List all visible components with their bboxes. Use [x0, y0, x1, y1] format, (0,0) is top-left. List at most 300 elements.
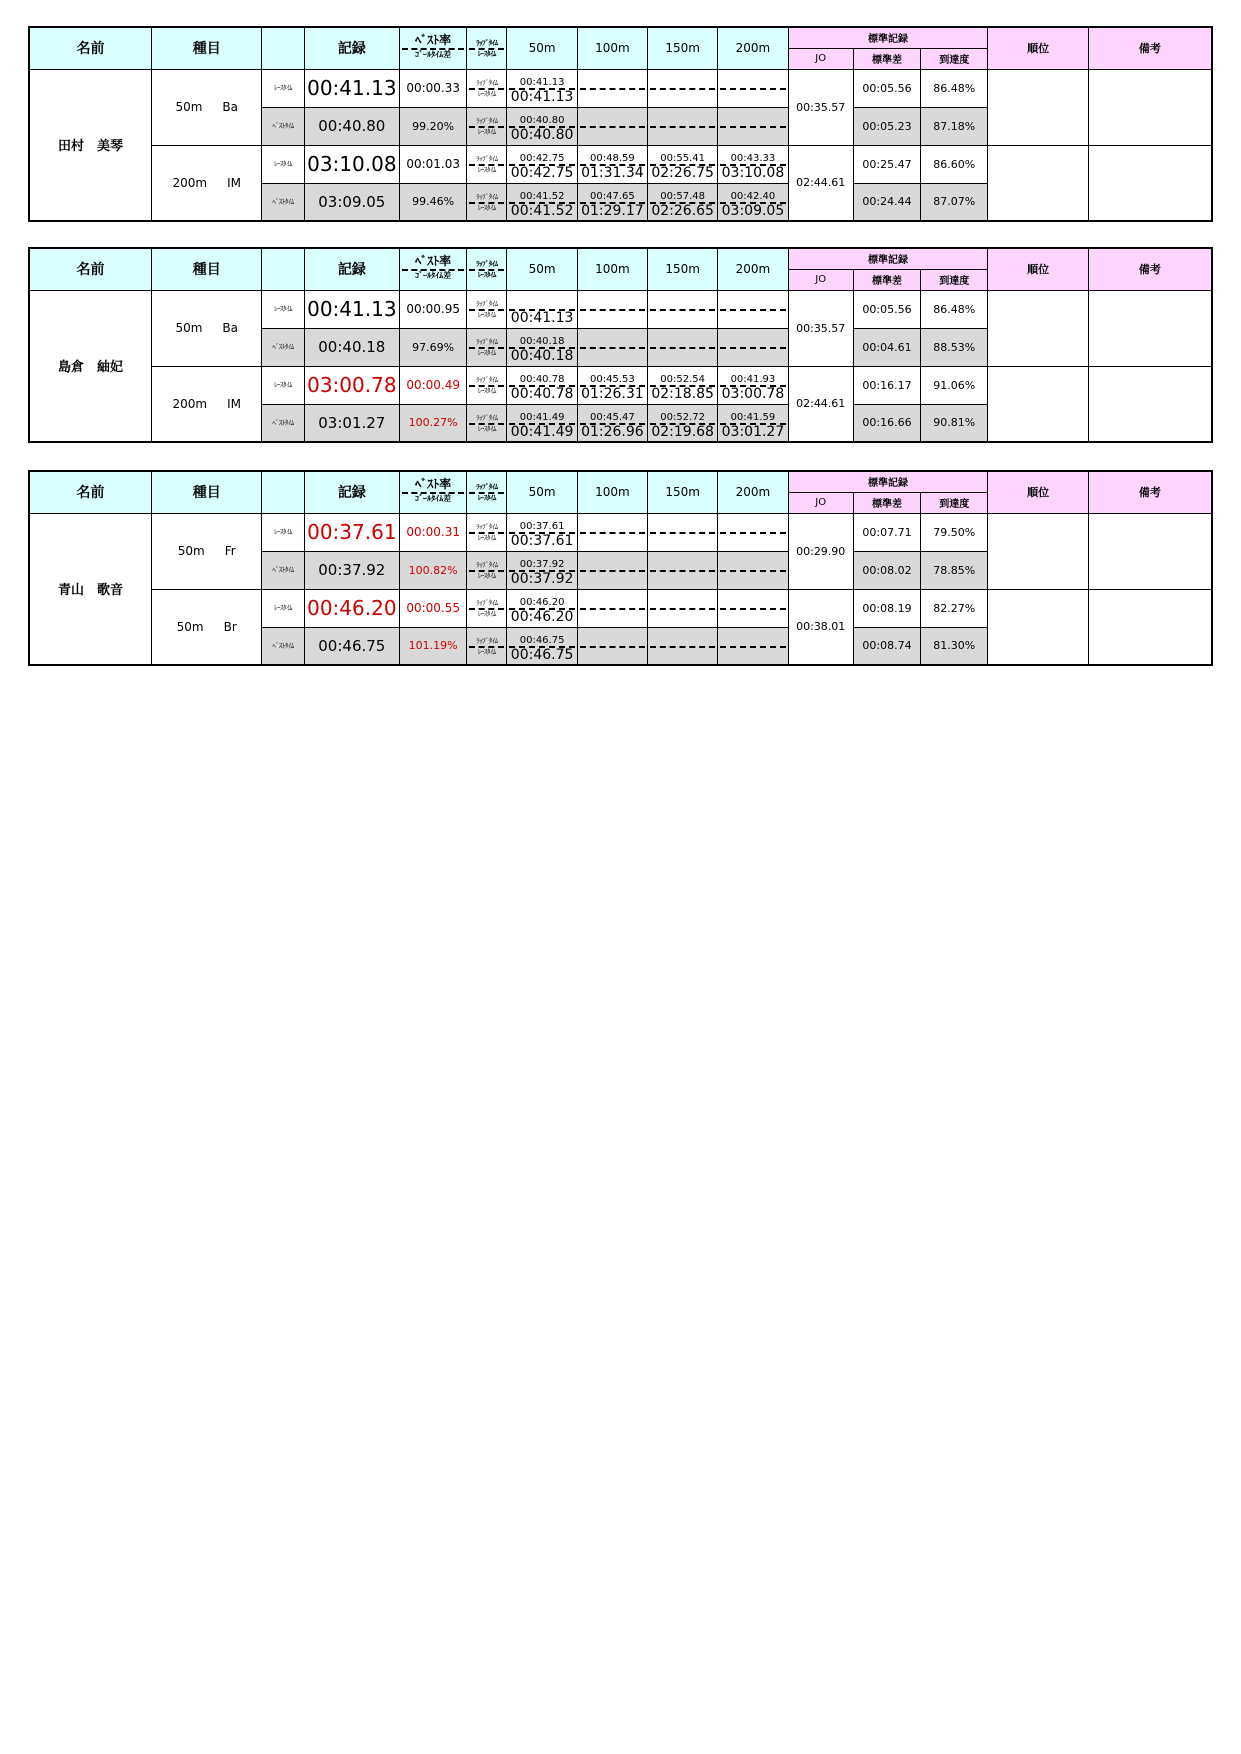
header-split-50m: 50m [507, 248, 577, 290]
split-time: 00:40.18 [510, 348, 574, 364]
split-cell [507, 107, 577, 145]
header-jo: JO [788, 492, 853, 513]
time-type-labels [467, 589, 507, 627]
goal-diff-label: ｺﾞｰﾙﾀｲﾑ差 [415, 271, 452, 281]
rank-cell [988, 366, 1088, 442]
race-time-label: ﾚｰｽﾀｲﾑ [262, 366, 304, 404]
header-time-types [467, 248, 507, 290]
race-time-label: ﾚｰｽﾀｲﾑ [262, 145, 304, 183]
rank-cell [988, 513, 1088, 589]
event-distance: 50m [175, 100, 203, 114]
event-cell [152, 145, 262, 221]
empty-split-cell [648, 69, 718, 107]
split-cell [577, 183, 647, 221]
achievement-best: 78.85% [921, 551, 988, 589]
empty-split-cell [577, 513, 647, 551]
event-distance: 50m [177, 544, 205, 558]
race-record: 00:41.13 [304, 69, 399, 107]
race-time-label: ﾚｰｽﾀｲﾑ [262, 290, 304, 328]
empty-split-cell [577, 69, 647, 107]
notes-cell [1088, 513, 1212, 589]
dash-line [402, 48, 464, 50]
lap-time-label: ﾗｯﾌﾟﾀｲﾑ [476, 155, 498, 163]
lap-time: 00:45.47 [590, 411, 635, 423]
goal-diff: 00:00.31 [400, 513, 467, 551]
race-record: 03:10.08 [304, 145, 399, 183]
best-record: 03:01.27 [304, 404, 399, 442]
best-rate: 99.46% [400, 183, 467, 221]
split-time: 00:46.20 [510, 609, 574, 625]
split-cell [507, 589, 577, 627]
std-diff-race: 00:07.71 [853, 513, 920, 551]
header-goal-diff [400, 248, 467, 290]
split-time: 00:37.61 [510, 533, 574, 549]
dash-line [469, 423, 504, 425]
dash-line [650, 385, 715, 387]
goal-diff: 00:00.33 [400, 69, 467, 107]
event-stroke: IM [227, 396, 241, 411]
race-record: 00:46.20 [304, 589, 399, 627]
lap-time-label: ﾗｯﾌﾟﾀｲﾑ [476, 413, 498, 422]
race-record: 00:37.61 [304, 513, 399, 551]
header-split-200m: 200m [718, 248, 788, 290]
header-blank [262, 248, 304, 290]
split-cell [577, 404, 647, 442]
split-cell [507, 328, 577, 366]
split-cell [648, 366, 718, 404]
event-cell [152, 513, 262, 589]
empty-split-cell [718, 627, 788, 665]
best-time-label: ﾍﾞｽﾄﾀｲﾑ [262, 404, 304, 442]
event-distance: 50m [175, 321, 203, 335]
dash-line [720, 608, 785, 610]
header-split-100m: 100m [577, 27, 647, 69]
swimmer-name: 島倉 紬妃 [29, 290, 152, 442]
std-diff-race: 00:08.19 [853, 589, 920, 627]
header-achievement: 到達度 [921, 492, 988, 513]
event-stroke: Ba [222, 100, 238, 114]
empty-split-cell [648, 107, 718, 145]
dash-line [720, 347, 785, 349]
dash-line [469, 646, 504, 648]
empty-split-cell [648, 627, 718, 665]
dash-line [720, 423, 785, 425]
best-rate: 100.27% [400, 404, 467, 442]
header-standard: 標準記録 [788, 248, 988, 269]
achievement-race: 86.60% [921, 145, 988, 183]
empty-split-cell [648, 589, 718, 627]
header-jo: JO [788, 48, 853, 69]
split-time: 01:29.17 [581, 202, 644, 219]
split-cell [507, 290, 577, 328]
split-time: 01:31.34 [581, 165, 644, 181]
lap-time: 00:52.72 [660, 411, 706, 423]
best-time-label: ﾍﾞｽﾄﾀｲﾑ [262, 183, 304, 221]
dash-line [469, 309, 504, 311]
dash-line [509, 608, 574, 610]
jo-standard: 00:35.57 [788, 69, 853, 145]
dash-line [650, 423, 715, 425]
notes-cell [1088, 366, 1212, 442]
lap-time-label: ﾗｯﾌﾟﾀｲﾑ [476, 338, 498, 346]
header-name: 名前 [29, 248, 152, 290]
split-time: 03:10.08 [721, 165, 785, 181]
dash-line [402, 492, 464, 494]
event-distance: 50m [176, 619, 204, 634]
lap-time-label: ﾗｯﾌﾟﾀｲﾑ [476, 376, 498, 384]
header-time-types [467, 471, 507, 513]
dash-line [720, 88, 785, 90]
dash-line [509, 532, 574, 534]
achievement-race: 86.48% [921, 290, 988, 328]
header-record: 記録 [304, 27, 399, 69]
split-cell [718, 404, 788, 442]
time-type-labels [467, 627, 507, 665]
split-time: 02:26.75 [651, 165, 714, 181]
split-time: 00:41.13 [510, 310, 574, 326]
best-rate-label: ﾍﾞｽﾄ率 [415, 254, 452, 269]
empty-split-cell [718, 551, 788, 589]
achievement-best: 87.07% [921, 183, 988, 221]
header-name: 名前 [29, 27, 152, 69]
best-time-label: ﾍﾞｽﾄﾀｲﾑ [262, 551, 304, 589]
achievement-best: 87.18% [921, 107, 988, 145]
best-rate-label: ﾍﾞｽﾄ率 [415, 477, 452, 492]
empty-split-cell [577, 551, 647, 589]
header-notes: 備考 [1088, 471, 1212, 513]
best-time-label: ﾍﾞｽﾄﾀｲﾑ [262, 627, 304, 665]
achievement-best: 90.81% [921, 404, 988, 442]
header-rank: 順位 [988, 471, 1088, 513]
dash-line [469, 48, 504, 50]
dash-line [580, 646, 645, 648]
dash-line [580, 164, 645, 166]
lap-time: 00:37.61 [519, 521, 565, 532]
achievement-best: 81.30% [921, 627, 988, 665]
lap-time: 00:57.48 [660, 190, 706, 202]
lap-time: 00:41.52 [519, 190, 565, 202]
goal-diff: 00:00.95 [400, 290, 467, 328]
goal-diff-label: ｺﾞｰﾙﾀｲﾑ差 [415, 494, 452, 504]
event-stroke: Fr [224, 544, 236, 558]
race-row [29, 589, 1212, 627]
split-time: 00:40.80 [510, 127, 574, 143]
header-goal-diff [400, 27, 467, 69]
event-stroke: IM [227, 175, 241, 190]
goal-diff: 00:00.49 [400, 366, 467, 404]
lap-time: 00:42.75 [519, 153, 565, 164]
lap-time: 00:41.13 [519, 77, 565, 88]
lap-time-label: ﾗｯﾌﾟﾀｲﾑ [476, 561, 498, 569]
race-time-label: ﾚｰｽﾀｲﾑ [477, 494, 496, 503]
best-record: 00:46.75 [304, 627, 399, 665]
dash-line [509, 646, 574, 648]
dash-line [650, 88, 715, 90]
notes-cell [1088, 69, 1212, 145]
split-time: 02:19.68 [651, 423, 714, 440]
best-time-label: ﾍﾞｽﾄﾀｲﾑ [262, 328, 304, 366]
rank-cell [988, 589, 1088, 665]
std-diff-best: 00:04.61 [853, 328, 920, 366]
empty-split-cell [718, 589, 788, 627]
dash-line [580, 608, 645, 610]
lap-time: 00:41.59 [730, 411, 776, 423]
header-split-50m: 50m [507, 27, 577, 69]
best-rate: 101.19% [400, 627, 467, 665]
split-time: 01:26.96 [581, 423, 644, 440]
time-type-labels [467, 404, 507, 442]
event-distance: 200m [172, 396, 208, 411]
header-event: 種目 [152, 248, 262, 290]
header-goal-diff [400, 471, 467, 513]
lap-time: 00:55.41 [660, 153, 706, 164]
dash-line [650, 126, 715, 128]
header-record: 記録 [304, 471, 399, 513]
race-time-label: ﾚｰｽﾀｲﾑ [477, 349, 496, 357]
race-time-label: ﾚｰｽﾀｲﾑ [477, 647, 496, 656]
split-cell [577, 145, 647, 183]
header-blank [262, 27, 304, 69]
goal-diff: 00:00.55 [400, 589, 467, 627]
swimmer-name: 青山 歌音 [29, 513, 152, 665]
dash-line [720, 385, 785, 387]
lap-time: 00:40.80 [519, 115, 565, 126]
dash-line [650, 608, 715, 610]
dash-line [509, 423, 574, 425]
results-table [28, 470, 1213, 666]
dash-line [469, 126, 504, 128]
best-record: 00:40.80 [304, 107, 399, 145]
time-type-labels [467, 107, 507, 145]
split-time: 00:46.75 [510, 646, 574, 663]
header-std-diff: 標準差 [853, 269, 920, 290]
header-split-200m: 200m [718, 471, 788, 513]
goal-diff: 00:01.03 [400, 145, 467, 183]
dash-line [650, 164, 715, 166]
header-rank: 順位 [988, 248, 1088, 290]
std-diff-best: 00:05.23 [853, 107, 920, 145]
split-cell [507, 627, 577, 665]
lap-time: 00:40.18 [519, 336, 565, 347]
race-time-label: ﾚｰｽﾀｲﾑ [477, 50, 496, 59]
dash-line [509, 385, 574, 387]
split-time: 03:09.05 [721, 202, 785, 219]
achievement-race: 91.06% [921, 366, 988, 404]
best-rate: 99.20% [400, 107, 467, 145]
dash-line [720, 202, 785, 204]
dash-line [580, 423, 645, 425]
race-time-label: ﾚｰｽﾀｲﾑ [477, 90, 496, 98]
dash-line [650, 347, 715, 349]
event-cell [152, 290, 262, 366]
split-cell [507, 183, 577, 221]
achievement-best: 88.53% [921, 328, 988, 366]
empty-split-cell [648, 551, 718, 589]
event-cell [152, 589, 262, 665]
time-type-labels [467, 513, 507, 551]
dash-line [720, 164, 785, 166]
split-time: 00:37.92 [510, 571, 574, 587]
dash-line [650, 202, 715, 204]
jo-standard: 02:44.61 [788, 145, 853, 221]
time-type-labels [467, 145, 507, 183]
race-row [29, 69, 1212, 107]
split-cell [648, 145, 718, 183]
race-row [29, 290, 1212, 328]
best-record: 03:09.05 [304, 183, 399, 221]
swimmer-block [28, 247, 1213, 443]
lap-time: 00:46.75 [519, 634, 565, 646]
header-jo: JO [788, 269, 853, 290]
lap-time-label: ﾗｯﾌﾟﾀｲﾑ [476, 523, 498, 531]
dash-line [509, 347, 574, 349]
lap-time-label: ﾗｯﾌﾟﾀｲﾑ [476, 636, 498, 645]
dash-line [469, 570, 504, 572]
lap-time: 00:40.78 [519, 374, 565, 385]
dash-line [469, 385, 504, 387]
best-record: 00:40.18 [304, 328, 399, 366]
header-time-types [467, 27, 507, 69]
empty-split-cell [648, 513, 718, 551]
race-time-label: ﾚｰｽﾀｲﾑ [477, 128, 496, 136]
lap-time: 00:42.40 [730, 190, 776, 202]
lap-time-label: ﾗｯﾌﾟﾀｲﾑ [476, 300, 498, 308]
header-event: 種目 [152, 27, 262, 69]
notes-cell [1088, 589, 1212, 665]
swimmer-block [28, 470, 1213, 666]
split-time: 00:41.52 [510, 202, 574, 219]
dash-line [580, 570, 645, 572]
rank-cell [988, 145, 1088, 221]
empty-split-cell [577, 627, 647, 665]
split-time: 00:42.75 [510, 165, 574, 181]
dash-line [580, 347, 645, 349]
lap-time: 00:48.59 [590, 153, 635, 164]
dash-line [650, 646, 715, 648]
std-diff-race: 00:25.47 [853, 145, 920, 183]
time-type-labels [467, 328, 507, 366]
empty-split-cell [577, 589, 647, 627]
header-rank: 順位 [988, 27, 1088, 69]
notes-cell [1088, 145, 1212, 221]
time-type-labels [467, 551, 507, 589]
split-time: 00:40.78 [510, 386, 574, 402]
rank-cell [988, 290, 1088, 366]
race-time-label: ﾚｰｽﾀｲﾑ [262, 589, 304, 627]
empty-split-cell [577, 328, 647, 366]
split-time: 02:26.65 [651, 202, 714, 219]
dash-line [580, 126, 645, 128]
dash-line [469, 88, 504, 90]
header-std-diff: 標準差 [853, 48, 920, 69]
swimmer-name: 田村 美琴 [29, 69, 152, 221]
header-notes: 備考 [1088, 248, 1212, 290]
dash-line [509, 309, 574, 311]
dash-line [580, 532, 645, 534]
best-rate: 97.69% [400, 328, 467, 366]
achievement-race: 86.48% [921, 69, 988, 107]
header-blank [262, 471, 304, 513]
split-time: 00:41.49 [510, 423, 574, 440]
split-cell [507, 551, 577, 589]
dash-line [650, 570, 715, 572]
achievement-race: 82.27% [921, 589, 988, 627]
best-time-label: ﾍﾞｽﾄﾀｲﾑ [262, 107, 304, 145]
dash-line [720, 532, 785, 534]
empty-split-cell [577, 290, 647, 328]
header-split-150m: 150m [648, 27, 718, 69]
jo-standard: 00:29.90 [788, 513, 853, 589]
dash-line [720, 570, 785, 572]
race-row [29, 366, 1212, 404]
lap-time: 00:52.54 [660, 374, 706, 385]
jo-standard: 00:35.57 [788, 290, 853, 366]
split-time: 03:01.27 [721, 423, 785, 440]
dash-line [469, 269, 504, 271]
lap-time: 00:41.49 [519, 411, 565, 423]
dash-line [469, 347, 504, 349]
dash-line [720, 646, 785, 648]
notes-cell [1088, 290, 1212, 366]
dash-line [509, 164, 574, 166]
split-cell [507, 513, 577, 551]
swimmer-block [28, 26, 1213, 222]
lap-time: 00:47.65 [590, 190, 635, 202]
results-table [28, 26, 1213, 222]
goal-diff-label: ｺﾞｰﾙﾀｲﾑ差 [415, 50, 452, 60]
split-cell [718, 183, 788, 221]
lap-time-label: ﾗｯﾌﾟﾀｲﾑ [476, 483, 498, 492]
best-rate: 100.82% [400, 551, 467, 589]
time-type-labels [467, 183, 507, 221]
header-event: 種目 [152, 471, 262, 513]
race-time-label: ﾚｰｽﾀｲﾑ [477, 534, 496, 542]
dash-line [509, 88, 574, 90]
empty-split-cell [648, 290, 718, 328]
header-standard: 標準記録 [788, 471, 988, 492]
dash-line [580, 202, 645, 204]
dash-line [509, 202, 574, 204]
header-split-150m: 150m [648, 248, 718, 290]
empty-split-cell [718, 107, 788, 145]
header-achievement: 到達度 [921, 48, 988, 69]
time-type-labels [467, 366, 507, 404]
split-time: 03:00.78 [721, 386, 785, 402]
race-record: 03:00.78 [304, 366, 399, 404]
race-time-label: ﾚｰｽﾀｲﾑ [477, 387, 496, 395]
std-diff-best: 00:16.66 [853, 404, 920, 442]
dash-line [469, 532, 504, 534]
dash-line [469, 164, 504, 166]
split-cell [507, 69, 577, 107]
header-split-100m: 100m [577, 248, 647, 290]
dash-line [509, 570, 574, 572]
dash-line [720, 126, 785, 128]
time-type-labels [467, 69, 507, 107]
header-standard: 標準記録 [788, 27, 988, 48]
lap-time-label: ﾗｯﾌﾟﾀｲﾑ [476, 79, 498, 87]
std-diff-race: 00:05.56 [853, 69, 920, 107]
event-cell [152, 69, 262, 145]
achievement-race: 79.50% [921, 513, 988, 551]
header-split-150m: 150m [648, 471, 718, 513]
split-cell [718, 366, 788, 404]
race-record: 00:41.13 [304, 290, 399, 328]
lap-time: 00:41.93 [730, 374, 776, 385]
race-time-label: ﾚｰｽﾀｲﾑ [477, 424, 496, 433]
race-time-label: ﾚｰｽﾀｲﾑ [262, 69, 304, 107]
dash-line [469, 492, 504, 494]
